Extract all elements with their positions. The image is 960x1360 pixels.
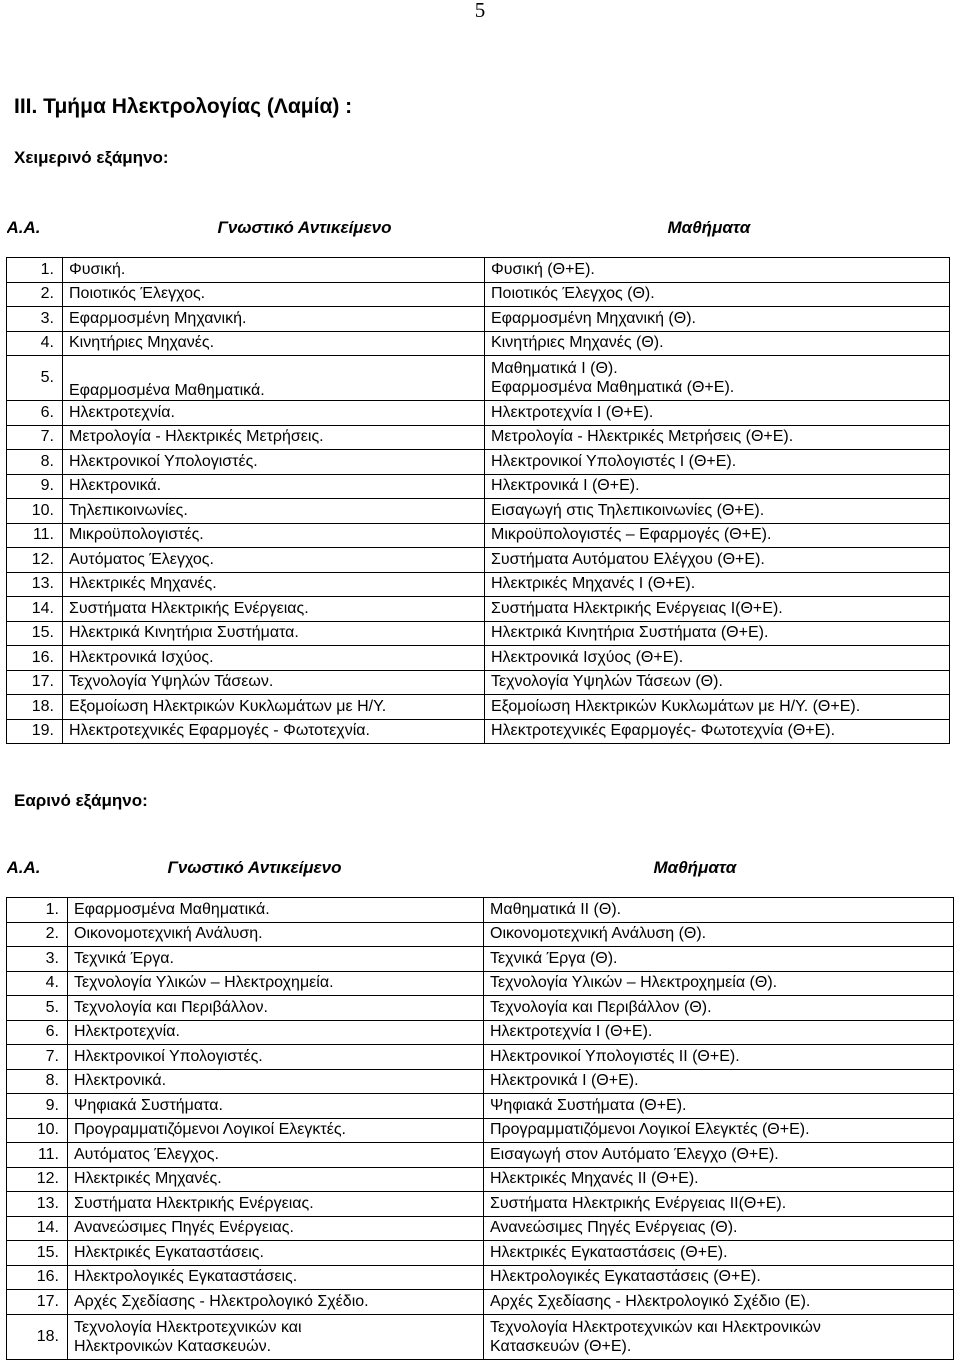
subject-text: Ηλεκτροτεχνία.	[74, 1023, 180, 1041]
subject-text: Ηλεκτρονικοί Υπολογιστές.	[69, 452, 258, 470]
row-number: 8.	[7, 450, 63, 475]
subject-text: Κινητήριες Μηχανές.	[69, 334, 215, 352]
course-text: Τεχνολογία Ηλεκτροτεχνικών και Ηλεκτρονικών	[490, 1318, 821, 1336]
row-subject	[68, 1143, 484, 1168]
course-text: Ανανεώσιμες Πηγές Ενέργειας (Θ).	[490, 1219, 738, 1237]
row-number: 16.	[7, 646, 63, 671]
spring-semester-title: Εαρινό εξάμηνο:	[14, 791, 148, 810]
row-subject	[63, 307, 485, 332]
table-row	[7, 401, 950, 426]
row-number: 13.	[7, 572, 63, 597]
subject-text: Εφαρμοσμένα Μαθηματικά.	[74, 900, 270, 918]
subject-text: Τεχνολογία Υψηλών Τάσεων.	[69, 673, 274, 691]
course-text: Ηλεκτρονικά Ι (Θ+Ε).	[490, 1072, 639, 1090]
table-row	[7, 356, 950, 401]
table-row	[7, 1265, 954, 1290]
row-subject	[68, 1118, 484, 1143]
course-text: Ηλεκτρονικοί Υπολογιστές Ι (Θ+Ε).	[491, 452, 737, 470]
header-subject: Γνωστικό Αντικείμενο	[217, 218, 392, 237]
row-subject	[68, 1094, 484, 1119]
table-row	[7, 1069, 954, 1094]
table-row	[7, 922, 954, 947]
row-courses	[484, 1192, 954, 1217]
row-number: 12.	[7, 1167, 68, 1192]
row-subject	[63, 258, 485, 283]
row-subject	[63, 695, 485, 720]
course-text: Τεχνολογία Υψηλών Τάσεων (Θ).	[491, 673, 723, 691]
table-row	[7, 282, 950, 307]
table-header	[7, 213, 950, 243]
course-text-line2: Εφαρμοσμένα Μαθηματικά (Θ+Ε).	[491, 379, 735, 396]
row-number: 15.	[7, 1241, 68, 1266]
course-text: Φυσική (Θ+Ε).	[491, 260, 595, 278]
row-subject	[68, 1069, 484, 1094]
row-subject	[63, 401, 485, 426]
course-text: Εφαρμοσμένη Μηχανική (Θ).	[491, 309, 696, 327]
row-courses	[485, 499, 950, 524]
row-subject	[68, 1314, 484, 1359]
table-row	[7, 1143, 954, 1168]
row-subject	[63, 499, 485, 524]
course-text: Μικροϋπολογιστές – Εφαρμογές (Θ+Ε).	[491, 526, 772, 544]
row-subject	[63, 572, 485, 597]
course-text: Ηλεκτρικές Μηχανές ΙΙ (Θ+Ε).	[490, 1170, 699, 1188]
row-subject	[68, 922, 484, 947]
row-number: 6.	[7, 1020, 68, 1045]
table-row	[7, 1094, 954, 1119]
row-courses	[484, 1265, 954, 1290]
row-number: 2.	[7, 282, 63, 307]
row-subject	[63, 646, 485, 671]
row-number: 17.	[7, 1290, 68, 1315]
table-row	[7, 621, 950, 646]
table-row	[7, 572, 950, 597]
winter-table-body	[7, 258, 950, 744]
row-subject	[63, 719, 485, 744]
row-number: 5.	[7, 356, 63, 401]
table-row	[7, 971, 954, 996]
row-courses	[485, 523, 950, 548]
row-courses	[485, 331, 950, 356]
course-text: Μαθηματικά Ι (Θ).	[491, 360, 618, 377]
table-row	[7, 1118, 954, 1143]
subject-text: Ηλεκτρονικά.	[69, 477, 162, 495]
row-number: 9.	[7, 1094, 68, 1119]
row-courses	[485, 401, 950, 426]
winter-semester-title: Χειμερινό εξάμηνο:	[14, 148, 169, 167]
subject-text: Τεχνολογία και Περιβάλλον.	[74, 998, 268, 1016]
subject-text: Μικροϋπολογιστές.	[69, 526, 204, 544]
row-subject	[68, 1241, 484, 1266]
table-row	[7, 307, 950, 332]
subject-text: Τεχνολογία Υλικών – Ηλεκτροχημεία.	[74, 974, 334, 992]
header-courses: Μαθήματα	[653, 858, 737, 877]
subject-text: Εφαρμοσμένη Μηχανική.	[69, 309, 247, 327]
header-subject: Γνωστικό Αντικείμενο	[167, 858, 342, 877]
row-courses	[485, 646, 950, 671]
row-number: 10.	[7, 1118, 68, 1143]
row-number: 3.	[7, 307, 63, 332]
course-text-line2: Κατασκευών (Θ+Ε).	[490, 1337, 632, 1355]
subject-text: Ποιοτικός Έλεγχος.	[69, 285, 206, 303]
row-courses	[485, 621, 950, 646]
section-title: III. Τμήμα Ηλεκτρολογίας (Λαμία) :	[14, 95, 353, 118]
row-number: 7.	[7, 425, 63, 450]
row-courses	[485, 597, 950, 622]
row-subject	[63, 450, 485, 475]
subject-text-line2: Ηλεκτρονικών Κατασκευών.	[74, 1337, 272, 1355]
row-subject	[63, 282, 485, 307]
subject-text: Εφαρμοσμένα Μαθηματικά.	[69, 382, 265, 399]
course-text: Συστήματα Ηλεκτρικής Ενέργειας Ι(Θ+Ε).	[491, 599, 783, 617]
course-text: Μετρολογία - Ηλεκτρικές Μετρήσεις (Θ+Ε).	[491, 428, 794, 446]
row-courses	[484, 947, 954, 972]
table-row	[7, 1314, 954, 1359]
course-text: Κινητήριες Μηχανές (Θ).	[491, 334, 664, 352]
subject-text: Ηλεκτρονικά.	[74, 1072, 167, 1090]
subject-text: Ηλεκτρικές Μηχανές.	[74, 1170, 222, 1188]
table-row	[7, 646, 950, 671]
course-text: Τεχνολογία και Περιβάλλον (Θ).	[490, 998, 712, 1016]
row-number: 18.	[7, 695, 63, 720]
header-num: Α.Α.	[6, 858, 41, 877]
table-row	[7, 996, 954, 1021]
subject-text: Τηλεπικοινωνίες.	[69, 501, 188, 519]
subject-text: Ψηφιακά Συστήματα.	[74, 1096, 223, 1114]
table-row	[7, 1241, 954, 1266]
row-number: 6.	[7, 401, 63, 426]
row-number: 11.	[7, 1143, 68, 1168]
row-courses	[485, 425, 950, 450]
table-row	[7, 425, 950, 450]
course-text: Αρχές Σχεδίασης - Ηλεκτρολογικό Σχέδιο (Ε).	[490, 1292, 811, 1310]
row-subject	[68, 1290, 484, 1315]
row-number: 4.	[7, 331, 63, 356]
row-subject	[68, 1045, 484, 1070]
header-courses: Μαθήματα	[667, 218, 751, 237]
table-row	[7, 1192, 954, 1217]
row-courses	[484, 1045, 954, 1070]
course-text: Ηλεκτρονικά Ι (Θ+Ε).	[491, 477, 640, 495]
row-subject	[63, 621, 485, 646]
table-row	[7, 1020, 954, 1045]
subject-text: Προγραμματιζόμενοι Λογικοί Ελεγκτές.	[74, 1121, 346, 1139]
course-text: Εισαγωγή στον Αυτόματο Έλεγχο (Θ+Ε).	[490, 1145, 779, 1163]
row-courses	[485, 474, 950, 499]
table-row	[7, 258, 950, 283]
subject-text: Εξομοίωση Ηλεκτρικών Κυκλωμάτων με Η/Υ.	[69, 697, 387, 715]
row-courses	[484, 1020, 954, 1045]
course-text: Συστήματα Αυτόματου Ελέγχου (Θ+Ε).	[491, 550, 765, 568]
row-subject	[63, 670, 485, 695]
table-row	[7, 499, 950, 524]
table-row	[7, 548, 950, 573]
row-courses	[484, 1290, 954, 1315]
course-text: Ηλεκτροτεχνία Ι (Θ+Ε).	[491, 403, 654, 421]
row-subject	[68, 1192, 484, 1217]
course-text: Εξομοίωση Ηλεκτρικών Κυκλωμάτων με Η/Υ. (Θ+Ε).	[491, 697, 861, 715]
row-courses	[484, 996, 954, 1021]
row-courses	[485, 258, 950, 283]
subject-text: Μετρολογία - Ηλεκτρικές Μετρήσεις.	[69, 428, 324, 446]
course-text: Ηλεκτρονικά Ισχύος (Θ+Ε).	[491, 648, 684, 666]
row-courses	[484, 1216, 954, 1241]
course-text: Οικονομοτεχνική Ανάλυση (Θ).	[490, 925, 707, 943]
row-subject	[68, 898, 484, 923]
row-courses	[484, 971, 954, 996]
course-text: Ηλεκτροτεχνία Ι (Θ+Ε).	[490, 1023, 653, 1041]
table-row	[7, 450, 950, 475]
table-row	[7, 670, 950, 695]
table-row	[7, 898, 954, 923]
spring-courses-table	[6, 853, 954, 1360]
row-courses	[484, 1118, 954, 1143]
row-subject	[63, 548, 485, 573]
subject-text: Οικονομοτεχνική Ανάλυση.	[74, 925, 263, 943]
page-number: 5	[474, 0, 486, 22]
winter-courses-table	[6, 213, 950, 744]
row-number: 15.	[7, 621, 63, 646]
row-number: 3.	[7, 947, 68, 972]
row-number: 19.	[7, 719, 63, 744]
row-subject	[68, 1216, 484, 1241]
row-subject	[63, 523, 485, 548]
row-courses	[485, 670, 950, 695]
row-subject	[63, 425, 485, 450]
table-row	[7, 1045, 954, 1070]
course-text: Ηλεκτρολογικές Εγκαταστάσεις (Θ+Ε).	[490, 1268, 761, 1286]
row-number: 8.	[7, 1069, 68, 1094]
table-row	[7, 1290, 954, 1315]
row-number: 5.	[7, 996, 68, 1021]
row-subject	[63, 331, 485, 356]
row-courses	[484, 1241, 954, 1266]
row-courses	[485, 282, 950, 307]
course-text: Εισαγωγή στις Τηλεπικοινωνίες (Θ+Ε).	[491, 501, 765, 519]
row-courses	[484, 922, 954, 947]
row-courses	[484, 1143, 954, 1168]
course-text: Τεχνολογία Υλικών – Ηλεκτροχημεία (Θ).	[490, 974, 778, 992]
table-row	[7, 597, 950, 622]
course-text: Ηλεκτρικές Μηχανές Ι (Θ+Ε).	[491, 575, 696, 593]
subject-text: Ηλεκτρονικοί Υπολογιστές.	[74, 1047, 263, 1065]
row-number: 1.	[7, 898, 68, 923]
table-row	[7, 719, 950, 744]
header-num: Α.Α.	[6, 218, 41, 237]
table-row	[7, 947, 954, 972]
row-courses	[485, 719, 950, 744]
row-courses	[485, 695, 950, 720]
subject-text: Ηλεκτροτεχνικές Εφαρμογές - Φωτοτεχνία.	[69, 722, 370, 740]
row-number: 1.	[7, 258, 63, 283]
course-text: Τεχνικά Έργα (Θ).	[490, 949, 618, 967]
course-text: Ποιοτικός Έλεγχος (Θ).	[491, 285, 655, 303]
course-text: Ηλεκτρικά Κινητήρια Συστήματα (Θ+Ε).	[491, 624, 769, 642]
row-number: 18.	[7, 1314, 68, 1359]
course-text: Ηλεκτροτεχνικές Εφαρμογές- Φωτοτεχνία (Θ+Ε).	[491, 722, 836, 740]
spring-table-body	[7, 898, 954, 1360]
row-number: 2.	[7, 922, 68, 947]
subject-text: Ηλεκτρονικά Ισχύος.	[69, 648, 214, 666]
table-row	[7, 523, 950, 548]
course-text: Μαθηματικά ΙΙ (Θ).	[490, 900, 622, 918]
row-courses	[484, 1094, 954, 1119]
table-row	[7, 1216, 954, 1241]
row-courses	[485, 572, 950, 597]
course-text: Ηλεκτρικές Εγκαταστάσεις (Θ+Ε).	[490, 1243, 728, 1261]
row-courses	[484, 1314, 954, 1359]
table-row	[7, 1167, 954, 1192]
course-text: Συστήματα Ηλεκτρικής Ενέργειας ΙΙ(Θ+Ε).	[490, 1194, 787, 1212]
row-courses	[485, 450, 950, 475]
row-number: 17.	[7, 670, 63, 695]
row-courses	[485, 356, 950, 401]
row-number: 14.	[7, 1216, 68, 1241]
table-row	[7, 695, 950, 720]
row-subject	[68, 996, 484, 1021]
table-row	[7, 331, 950, 356]
row-number: 9.	[7, 474, 63, 499]
course-text: Προγραμματιζόμενοι Λογικοί Ελεγκτές (Θ+Ε).	[490, 1121, 810, 1139]
course-text: Ηλεκτρονικοί Υπολογιστές ΙΙ (Θ+Ε).	[490, 1047, 740, 1065]
row-subject	[68, 947, 484, 972]
row-courses	[485, 307, 950, 332]
row-number: 13.	[7, 1192, 68, 1217]
row-courses	[485, 548, 950, 573]
course-text: Ψηφιακά Συστήματα (Θ+Ε).	[490, 1096, 687, 1114]
subject-text: Συστήματα Ηλεκτρικής Ενέργειας.	[69, 599, 309, 617]
row-subject	[68, 971, 484, 996]
row-courses	[484, 898, 954, 923]
subject-text: Ηλεκτρικές Εγκαταστάσεις.	[74, 1243, 264, 1261]
row-number: 12.	[7, 548, 63, 573]
row-number: 4.	[7, 971, 68, 996]
table-header	[7, 853, 954, 883]
row-courses	[484, 1167, 954, 1192]
subject-text: Τεχνολογία Ηλεκτροτεχνικών και	[74, 1318, 302, 1336]
subject-text: Αρχές Σχεδίασης - Ηλεκτρολογικό Σχέδιο.	[74, 1292, 369, 1310]
subject-text: Τεχνικά Έργα.	[74, 949, 174, 967]
subject-text: Ηλεκτροτεχνία.	[69, 403, 175, 421]
row-number: 7.	[7, 1045, 68, 1070]
subject-text: Ηλεκτρικά Κινητήρια Συστήματα.	[69, 624, 299, 642]
subject-text: Αυτόματος Έλεγχος.	[74, 1145, 219, 1163]
subject-text: Φυσική.	[69, 260, 126, 278]
row-subject	[68, 1020, 484, 1045]
row-subject	[63, 474, 485, 499]
row-courses	[484, 1069, 954, 1094]
row-subject	[63, 597, 485, 622]
subject-text: Αυτόματος Έλεγχος.	[69, 550, 214, 568]
row-number: 16.	[7, 1265, 68, 1290]
row-subject	[68, 1167, 484, 1192]
row-number: 10.	[7, 499, 63, 524]
table-row	[7, 474, 950, 499]
subject-text: Συστήματα Ηλεκτρικής Ενέργειας.	[74, 1194, 314, 1212]
subject-text: Ανανεώσιμες Πηγές Ενέργειας.	[74, 1219, 294, 1237]
row-number: 14.	[7, 597, 63, 622]
row-number: 11.	[7, 523, 63, 548]
row-subject	[63, 356, 485, 401]
row-subject	[68, 1265, 484, 1290]
subject-text: Ηλεκτρικές Μηχανές.	[69, 575, 217, 593]
subject-text: Ηλεκτρολογικές Εγκαταστάσεις.	[74, 1268, 298, 1286]
